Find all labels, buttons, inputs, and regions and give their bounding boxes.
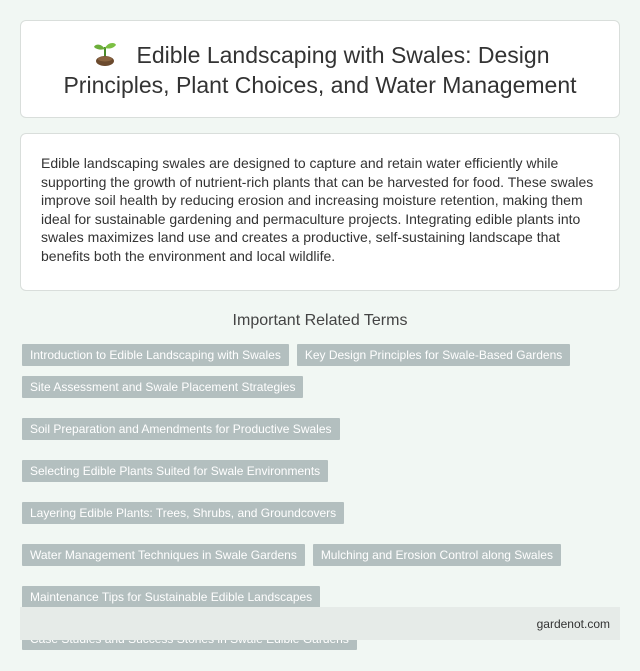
footer — [20, 607, 620, 640]
related-term-tag[interactable]: Soil Preparation and Amendments for Productive Swales — [22, 418, 340, 440]
related-terms-heading: Important Related Terms — [232, 312, 408, 329]
related-term-tag[interactable]: Mulching and Erosion Control along Swales — [313, 544, 561, 566]
page-title — [37, 39, 603, 100]
related-term-tag[interactable]: Maintenance Tips for Sustainable Edible Landscapes — [22, 586, 320, 608]
related-term-tag[interactable]: Site Assessment and Swale Placement Strategies — [22, 376, 303, 398]
related-term-tag[interactable]: Layering Edible Plants: Trees, Shrubs, and Groundcovers — [22, 502, 344, 524]
related-term-tag[interactable]: Introduction to Edible Landscaping with Swales — [22, 344, 289, 366]
related-terms-list — [22, 344, 618, 650]
description-text: Edible landscaping swales are designed to capture and retain water efficiently while supporting the growth of nutrient-rich plants that can be harvested for food. These swales improve soil health by reducing erosion and increasing moisture retention, making them ideal for sustainable gardening and permaculture projects. Integrating edible plants into swales maximizes land use and creates a productive, self-sustaining landscape that benefits both the environment and local wildlife. — [41, 155, 594, 264]
related-term-tag[interactable]: Water Management Techniques in Swale Gardens — [22, 544, 305, 566]
related-term-tag[interactable]: Selecting Edible Plants Suited for Swale Environments — [22, 460, 328, 482]
title-card — [20, 20, 620, 118]
page-title-text: Edible Landscaping with Swales: Design Principles, Plant Choices, and Water Management — [63, 41, 577, 98]
footer-site-link[interactable]: gardenot.com — [536, 616, 610, 631]
related-term-tag[interactable]: Key Design Principles for Swale-Based Gardens — [297, 344, 570, 366]
sprout-icon — [91, 39, 119, 67]
description-card — [20, 133, 620, 291]
